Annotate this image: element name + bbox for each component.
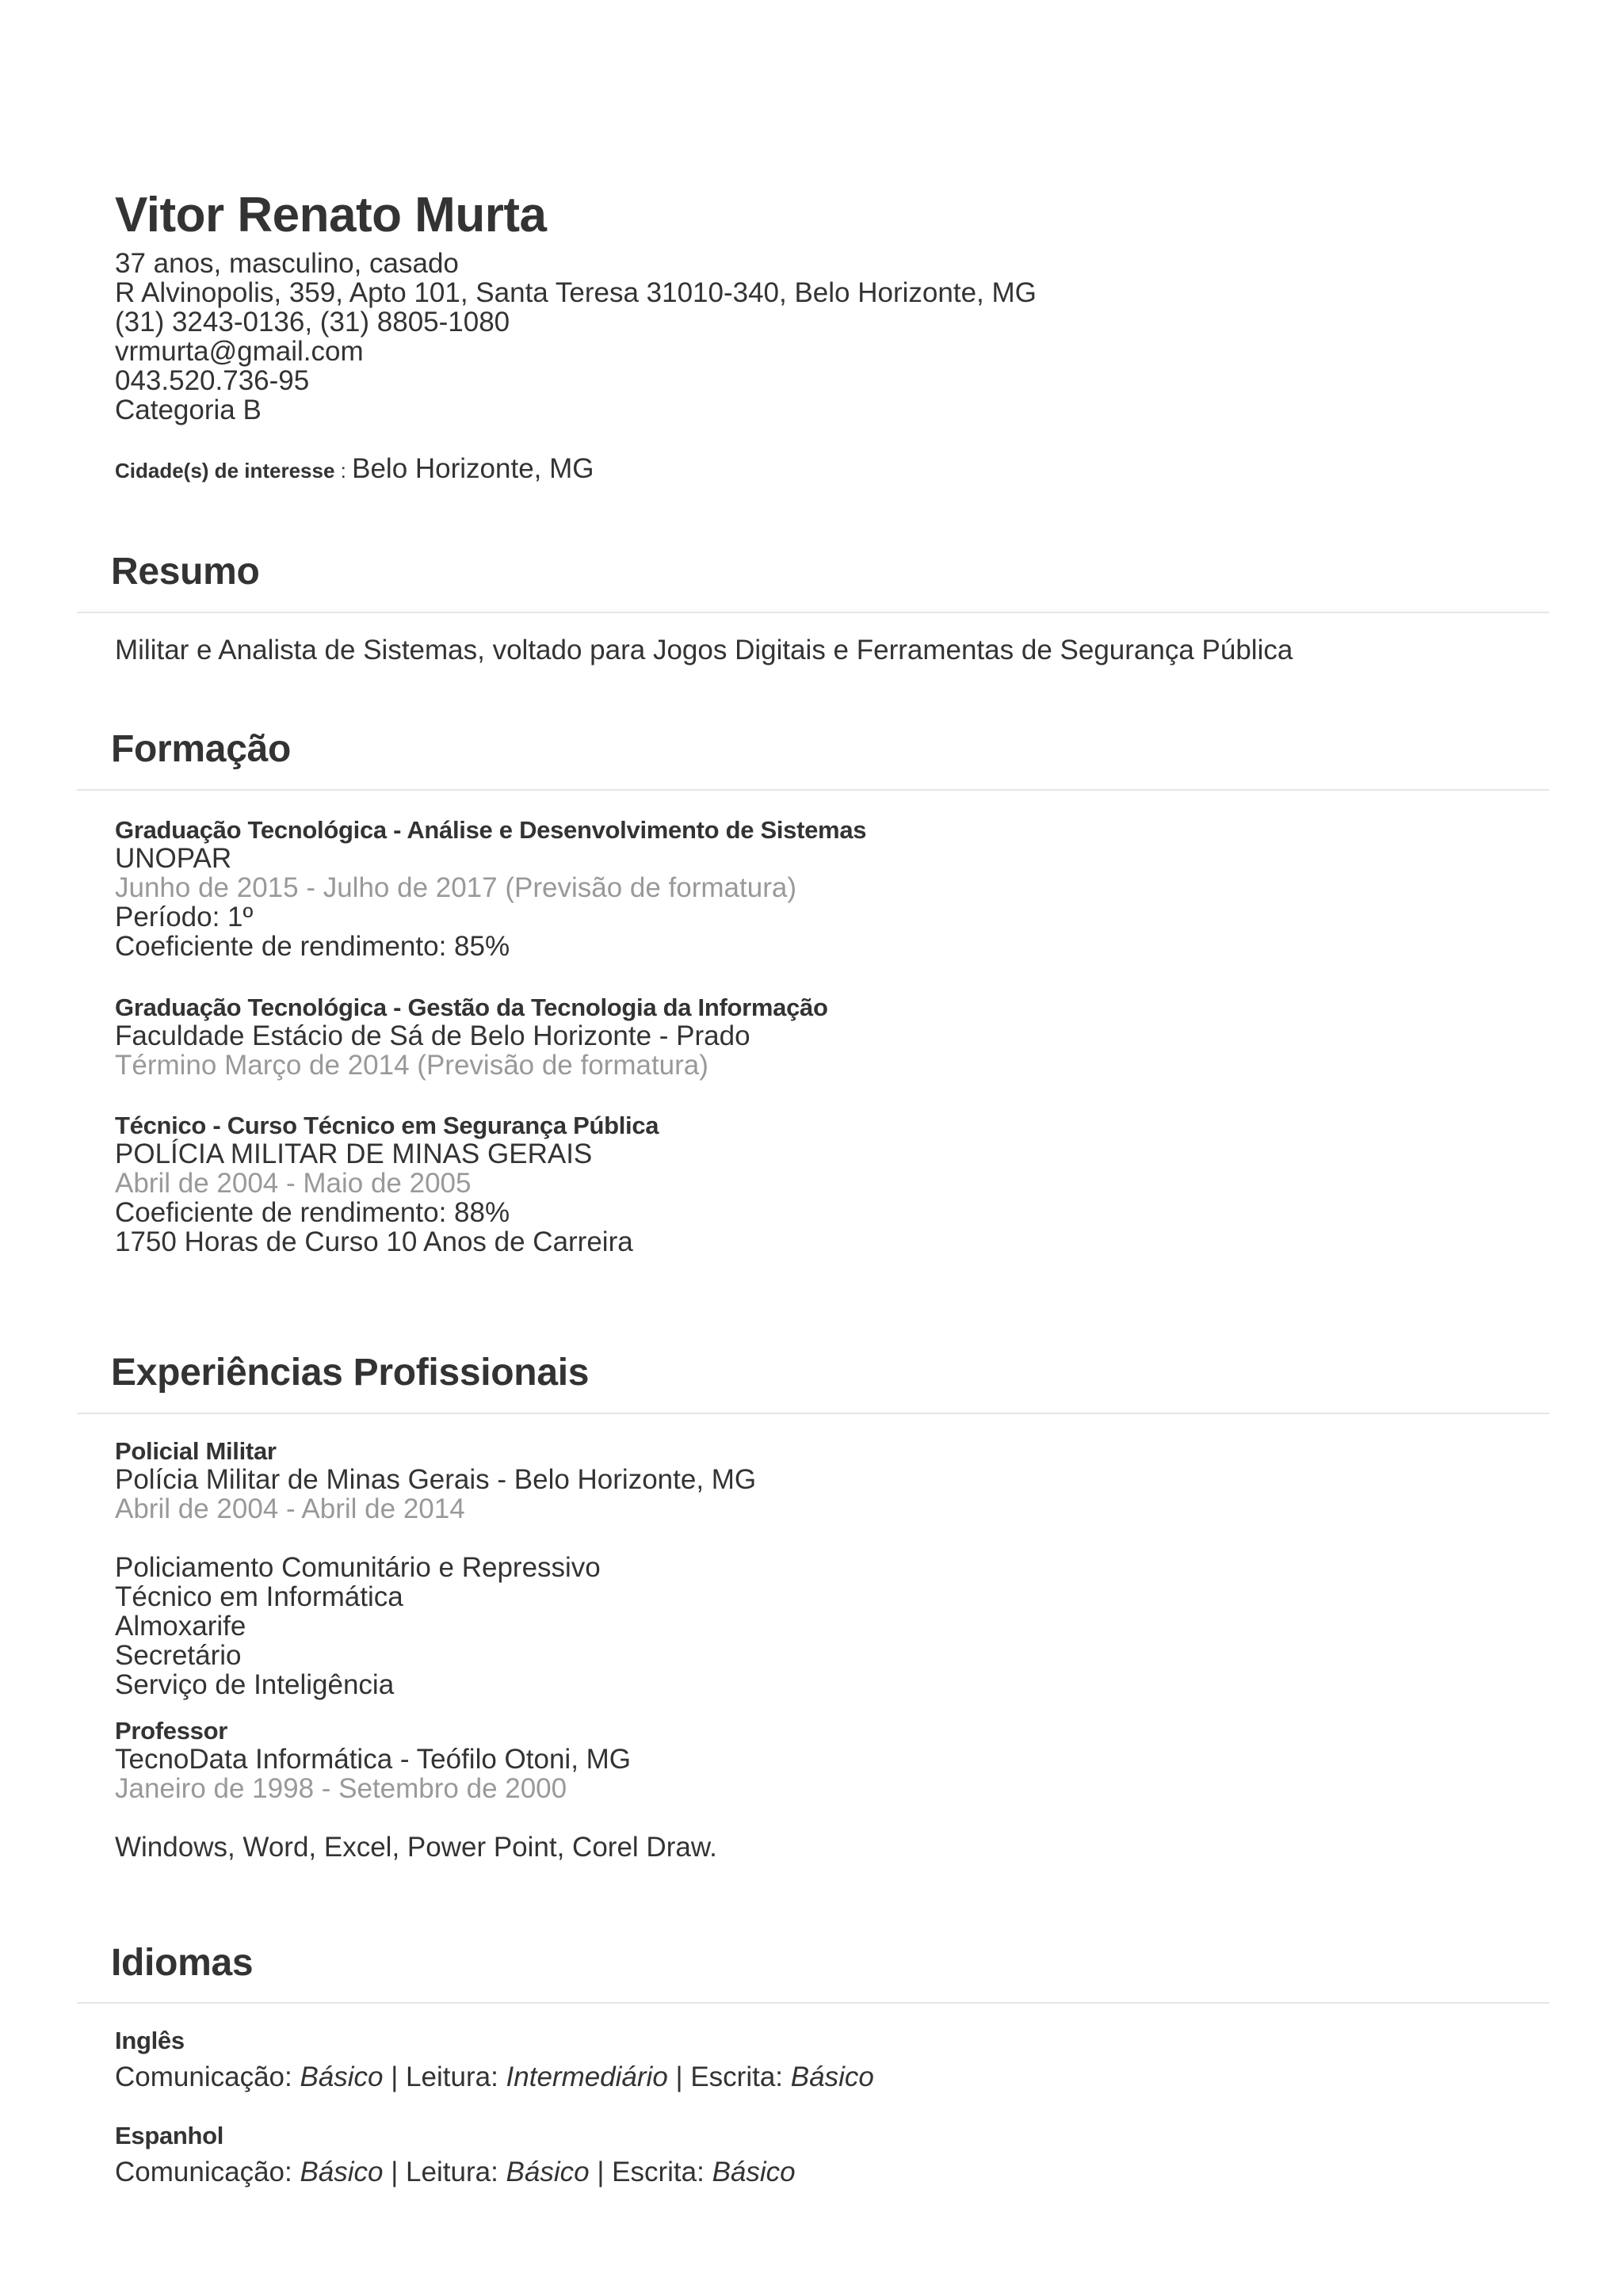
writing-label: | Escrita: [667,2061,791,2092]
language-name: Espanhol [115,2122,224,2149]
job-detail: Técnico em Informática [115,1581,403,1612]
personal-info: 37 anos, masculino, casado [115,248,459,279]
education-course: Técnico - Curso Técnico em Segurança Pública [115,1112,659,1139]
communication-level: Básico [300,2157,384,2187]
job-detail: Windows, Word, Excel, Power Point, Corel Draw. [115,1832,717,1863]
education-detail: Coeficiente de rendimento: 85% [115,931,510,962]
education-detail: Coeficiente de rendimento: 88% [115,1197,510,1228]
resumo-text: Militar e Analista de Sistemas, voltado para Jogos Digitais e Ferramentas de Segurança Pública [115,635,1293,666]
education-period: Abril de 2004 - Maio de 2005 [115,1168,472,1199]
education-institution: UNOPAR [115,843,232,874]
education-course: Graduação Tecnológica - Análise e Desenvolvimento de Sistemas [115,816,867,844]
reading-level: Básico [506,2157,590,2187]
job-role: Professor [115,1717,228,1745]
education-period: Junho de 2015 - Julho de 2017 (Previsão de formatura) [115,872,796,903]
phones: (31) 3243-0136, (31) 8805-1080 [115,307,510,338]
language-levels [115,2157,796,2187]
language-levels [115,2062,874,2092]
job-role: Policial Militar [115,1437,277,1465]
education-detail: Período: 1º [115,902,254,933]
interest-value: Belo Horizonte, MG [352,453,594,484]
job-period: Abril de 2004 - Abril de 2014 [115,1493,465,1524]
section-title-experiencias: Experiências Profissionais [111,1352,590,1394]
writing-level: Básico [790,2061,874,2092]
email: vrmurta@gmail.com [115,336,364,367]
language-name: Inglês [115,2027,185,2054]
job-detail: Serviço de Inteligência [115,1669,395,1700]
section-divider [77,612,1549,613]
document-number: 043.520.736-95 [115,365,310,396]
section-divider [77,1413,1549,1414]
interest-label: Cidade(s) de interesse [115,459,335,482]
job-detail: Almoxarife [115,1611,246,1642]
education-institution: POLÍCIA MILITAR DE MINAS GERAIS [115,1138,593,1169]
writing-label: | Escrita: [589,2157,712,2187]
section-title-resumo: Resumo [111,551,260,593]
section-title-idiomas: Idiomas [111,1942,254,1984]
license-category: Categoria B [115,395,262,425]
reading-label: | Leitura: [383,2061,506,2092]
section-title-formacao: Formação [111,728,292,770]
job-period: Janeiro de 1998 - Setembro de 2000 [115,1773,567,1804]
communication-label: Comunicação: [115,2061,300,2092]
interest-separator: : [334,459,353,482]
reading-label: | Leitura: [383,2157,506,2187]
reading-level: Intermediário [506,2061,668,2092]
address: R Alvinopolis, 359, Apto 101, Santa Teresa 31010-340, Belo Horizonte, MG [115,277,1037,308]
job-detail: Policiamento Comunitário e Repressivo [115,1552,601,1583]
education-course: Graduação Tecnológica - Gestão da Tecnologia da Informação [115,994,828,1021]
job-company: Polícia Militar de Minas Gerais - Belo Horizonte, MG [115,1464,757,1495]
communication-label: Comunicação: [115,2157,300,2187]
job-detail: Secretário [115,1640,242,1671]
interest-cities [115,454,594,486]
education-institution: Faculdade Estácio de Sá de Belo Horizonte - Prado [115,1020,750,1051]
job-company: TecnoData Informática - Teófilo Otoni, MG [115,1744,632,1775]
section-divider [77,2002,1549,2004]
writing-level: Básico [712,2157,796,2187]
communication-level: Básico [300,2061,384,2092]
section-divider [77,789,1549,791]
education-period: Término Março de 2014 (Previsão de formatura) [115,1050,708,1081]
candidate-name: Vitor Renato Murta [115,188,547,242]
education-detail: 1750 Horas de Curso 10 Anos de Carreira [115,1226,633,1257]
